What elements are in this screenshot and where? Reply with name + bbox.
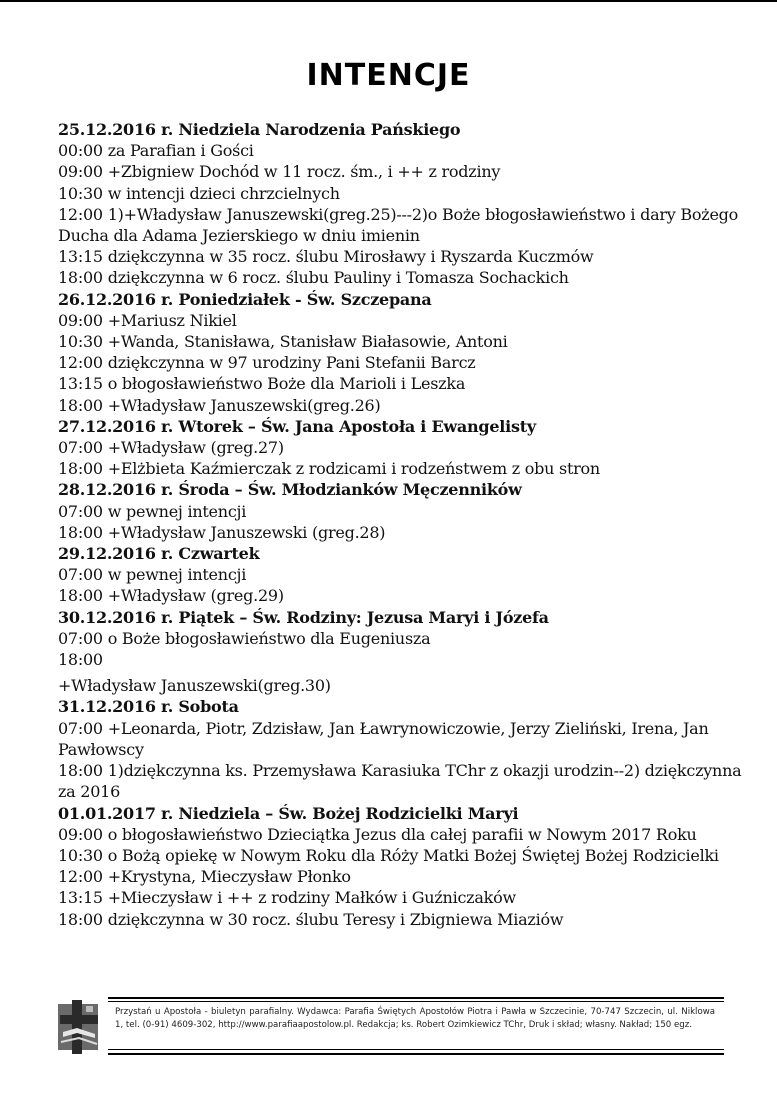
intention-entry: 07:00 +Władysław (greg.27) [58,438,284,458]
intention-entry: 13:15 dziękczynna w 35 rocz. ślubu Mirosławy i Ryszarda Kuczmów [58,247,594,267]
footer-divider [108,1001,724,1002]
footer-colophon: Przystań u Apostoła - biuletyn parafialny. Wydawca: Parafia Świętych Apostołów Piotra i Pawła w Szczecinie, 70-747 Szczecin, ul. Niklowa 1, tel. (0-91) 4609-302, http://www.parafiaapostolow.pl. Redakcja; ks. Robert Ozimkiewicz TChr, Druk i skład; własny. Nakład; 150 egz. [115,1007,715,1030]
intention-entry: 00:00 za Parafian i Gości [58,141,254,161]
intention-entry: 13:15 o błogosławieństwo Boże dla Marioli i Leszka [58,374,466,394]
day-section [58,607,758,697]
day-heading: 28.12.2016 r. Środa – Św. Młodzianków Męczenników [58,480,522,500]
day-section [58,803,758,930]
intention-entry: 07:00 w pewnej intencji [58,501,247,521]
footer-divider [108,1049,724,1050]
top-border [0,0,777,2]
intention-entry: 12:00 dziękczynna w 97 urodziny Pani Stefanii Barcz [58,353,476,373]
day-section [58,119,758,289]
intention-entry: 07:00 +Leonarda, Piotr, Zdzisław, Jan Ławrynowiczowie, Jerzy Zieliński, Irena, Jan Pawłowscy [58,718,709,759]
intentions-list [58,119,758,930]
day-section [58,289,758,416]
day-heading: 29.12.2016 r. Czwartek [58,544,260,564]
intention-entry: 12:00 1)+Władysław Januszewski(greg.25)---2)o Boże błogosławieństwo i dary Bożego Ducha dla Adama Jezierskiego w dniu imienin [58,204,739,246]
intention-entry: 09:00 +Zbigniew Dochód w 11 rocz. śm., i ++ z rodziny [58,162,501,182]
parish-cross-logo-icon [55,998,103,1056]
intention-entry: 18:00 +Władysław Januszewski(greg.26) [58,395,381,415]
day-heading: 26.12.2016 r. Poniedziałek - Św. Szczepana [58,289,432,309]
day-heading: 30.12.2016 r. Piątek – Św. Rodziny: Jezusa Maryi i Józefa [58,607,549,627]
intention-entry: 10:30 +Wanda, Stanisława, Stanisław Białasowie, Antoni [58,332,508,352]
intention-entry: 07:00 o Boże błogosławieństwo dla Eugeniusza [58,628,431,648]
intention-entry: 13:15 +Mieczysław i ++ z rodziny Małków i Guźniczaków [58,888,516,908]
footer-divider [108,1053,724,1055]
day-section [58,543,758,607]
day-heading: 27.12.2016 r. Wtorek – Św. Jana Apostoła i Ewangelisty [58,416,536,436]
intention-entry: 10:30 o Bożą opiekę w Nowym Roku dla Róży Matki Bożej Świętej Bożej Rodzicielki [58,845,719,865]
day-section [58,696,758,802]
day-section [58,416,758,480]
intention-entry: 18:00 +Elżbieta Kaźmierczak z rodzicami i rodzeństwem z obu stron [58,459,600,479]
intention-entry: 18:00 dziękczynna w 6 rocz. ślubu Pauliny i Tomasza Sochackich [58,268,569,288]
intention-entry: 18:00 1)dziękczynna ks. Przemysława Karasiuka TChr z okazji urodzin--2) dziękczynna za 2016 [58,761,742,802]
intention-entry: 18:00 +Władysław (greg.29) [58,586,284,606]
page-title: INTENCJE [306,58,471,93]
footer-divider [108,997,724,999]
intention-entry: +Władysław Januszewski(greg.30) [58,676,331,696]
day-heading: 31.12.2016 r. Sobota [58,697,239,717]
intention-entry: 18:00 +Władysław Januszewski (greg.28) [58,522,386,542]
intention-entry: 18:00 dziękczynna w 30 rocz. ślubu Teresy i Zbigniewa Miaziów [58,909,564,929]
intention-entry: 18:00 [58,650,103,670]
day-heading: 01.01.2017 r. Niedziela – Św. Bożej Rodzicielki Maryi [58,803,519,823]
intention-entry: 09:00 +Mariusz Nikiel [58,310,237,330]
day-section [58,479,758,543]
intention-entry: 12:00 +Krystyna, Mieczysław Płonko [58,867,351,887]
intention-entry: 07:00 w pewnej intencji [58,565,247,585]
intention-entry: 10:30 w intencji dzieci chrzcielnych [58,183,340,203]
intention-entry: 09:00 o błogosławieństwo Dzieciątka Jezus dla całej parafii w Nowym 2017 Roku [58,824,697,844]
day-heading: 25.12.2016 r. Niedziela Narodzenia Pańskiego [58,120,461,139]
